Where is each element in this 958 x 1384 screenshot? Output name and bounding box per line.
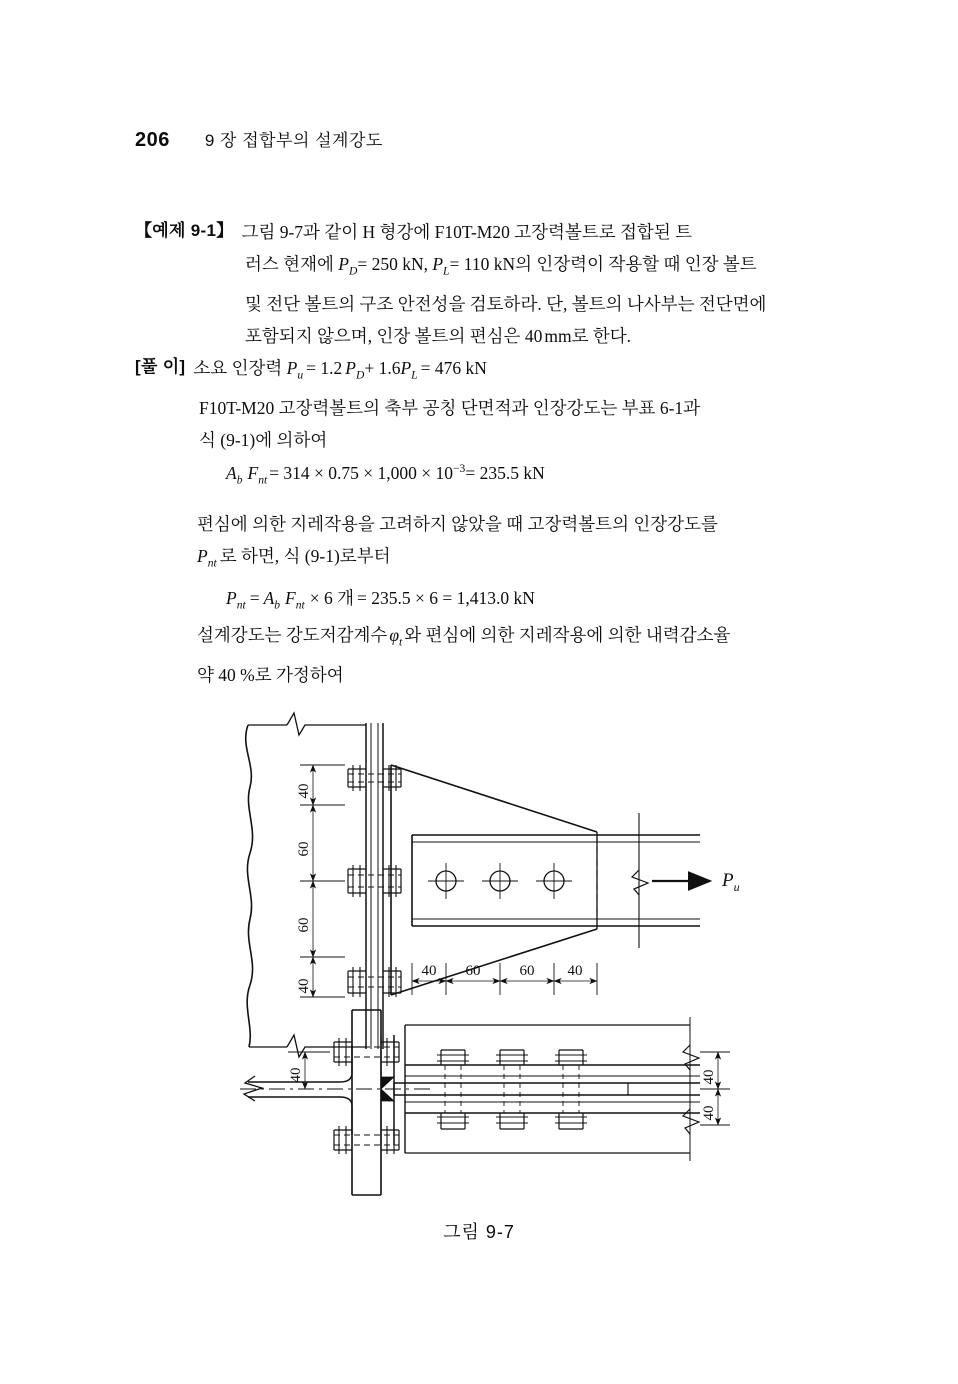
solution-Pu-result: = 476 kN (420, 358, 487, 378)
equation-2-result: = 235.5 × 6 = 1,413.0 kN (357, 588, 535, 608)
solution-block (135, 352, 825, 456)
equation-1-exponent: −3 (453, 463, 466, 476)
problem-line-3-text: 및 전단 볼트의 구조 안전성을 검토하라. 단, 볼트의 나사부는 전단면에 (245, 293, 767, 314)
equation-1 (226, 463, 545, 487)
problem-line-4 (245, 320, 825, 352)
symbol-Fnt: F (247, 463, 259, 483)
solution-line-7-text: 약 40 %로 가정하여 (197, 664, 344, 685)
problem-line-2-pre: 러스 현재에 (245, 254, 339, 274)
dim-top-h-40a: 40 (421, 963, 437, 979)
figure-9-7 (0, 705, 958, 1265)
dim-top-v-60b: 60 (296, 917, 312, 933)
dim-bot-left-40: 40 (288, 1067, 304, 1083)
solution-line-5-text: 로 하면, 식 (9-1)로부터 (219, 546, 391, 566)
solution-plus: + 1.6 (364, 358, 401, 378)
dim-top-v-60a: 60 (296, 841, 312, 857)
solution-line-5 (197, 540, 825, 580)
symbol-Pnt-sub: nt (207, 557, 217, 570)
solution-line-3-text: 식 (9-1)에 의하여 (199, 429, 328, 450)
solution-line-2-text: F10T-M20 고장력볼트의 축부 공칭 단면적과 인장강도는 부표 6-1과 (199, 397, 701, 418)
dim-bot-right-40b: 40 (701, 1105, 717, 1121)
problem-line-2-post: 의 인장력이 작용할 때 인장 볼트 (515, 254, 757, 274)
equation-2 (226, 585, 535, 612)
symbol-phi: φ (389, 625, 400, 645)
symbol-Ab-2-sub: b (274, 599, 281, 612)
symbol-PD: P (338, 254, 349, 274)
problem-tag: 【예제 9-1】 (135, 221, 234, 240)
solution-line-6 (197, 619, 825, 659)
problem-line-3 (245, 288, 825, 320)
chapter-title: 9 장 접합부의 설계강도 (204, 131, 383, 150)
symbol-Pnt-2-sub: nt (236, 599, 246, 612)
dim-top-v-40b: 40 (296, 978, 312, 994)
solution-line-4-text: 편심에 의한 지레작용을 고려하지 않았을 때 고장력볼트의 인장강도를 (197, 514, 718, 534)
symbol-PL-2-sub: L (411, 369, 418, 382)
symbol-Pnt-2: P (226, 588, 237, 608)
solution-tag: [풀 이] (135, 357, 186, 376)
solution-line-7 (197, 659, 825, 691)
symbol-PD-2: P (345, 358, 356, 378)
problem-line-1 (242, 216, 825, 248)
symbol-PD-sub: D (348, 265, 358, 278)
solution-eq-sign: = 1.2 (306, 358, 343, 378)
solution-line-6-post: 와 편심에 의한 지레작용에 의한 내력감소율 (404, 625, 731, 645)
load-label-Pu: $P_u$ (722, 870, 740, 894)
solution-line-2 (199, 392, 825, 424)
symbol-Ab: A (226, 463, 237, 483)
problem-statement (135, 216, 825, 352)
problem-line-4-a: 포함되지 않으며, 인장 볼트의 편심은 40 (245, 325, 543, 346)
solution-line-4 (197, 508, 825, 540)
solution-line-1-pre: 소요 인장력 (193, 358, 287, 378)
symbol-Pu-sub: u (297, 369, 304, 382)
dim-top-h-60a: 60 (465, 963, 481, 979)
solution-paragraph-2 (135, 508, 825, 580)
problem-line-1-text: 그림 9-7과 같이 H 형강에 F10T-M20 고장력볼트로 접합된 트 (241, 222, 693, 242)
solution-line-3 (199, 424, 825, 456)
solution-paragraph-3 (135, 619, 825, 691)
dim-top-h-40b: 40 (567, 963, 583, 979)
solution-line-1 (193, 352, 825, 392)
equation-1-result: = 235.5 kN (465, 463, 545, 483)
symbol-Fnt-2: F (285, 588, 296, 608)
symbol-PL-2: P (400, 358, 412, 378)
symbol-PD-2-sub: D (355, 369, 365, 382)
symbol-Ab-2: A (263, 588, 275, 608)
symbol-PL: P (432, 254, 444, 274)
value-PL: = 110 kN (449, 254, 516, 274)
equation-1-body: = 314 × 0.75 × 1,000 × 10 (269, 463, 454, 483)
dim-top-v-40a: 40 (296, 783, 312, 799)
dim-top-h-60b: 60 (519, 963, 535, 979)
page-header (135, 126, 383, 152)
symbol-Fnt-2-sub: nt (295, 599, 305, 612)
symbol-Pu: P (286, 358, 298, 378)
symbol-PL-sub: L (443, 265, 450, 278)
symbol-Ab-sub: b (236, 474, 243, 487)
symbol-phi-sub: t (399, 636, 403, 649)
value-PD: = 250 kN, (357, 254, 433, 274)
dim-bot-right-40a: 40 (701, 1069, 717, 1085)
page-number: 206 (135, 129, 170, 151)
symbol-Fnt-sub: nt (258, 474, 268, 487)
problem-line-4-b: 로 한다. (571, 325, 632, 346)
symbol-Pnt: P (197, 546, 208, 566)
unit-mm: mm (544, 325, 572, 346)
equation-2-count: × 6 개 (309, 588, 355, 608)
problem-line-2 (245, 248, 825, 288)
figure-caption: 그림 9-7 (443, 1222, 515, 1242)
solution-line-6-pre: 설계강도는 강도저감계수 (197, 625, 388, 645)
equation-2-eq-sign: = (249, 588, 260, 608)
